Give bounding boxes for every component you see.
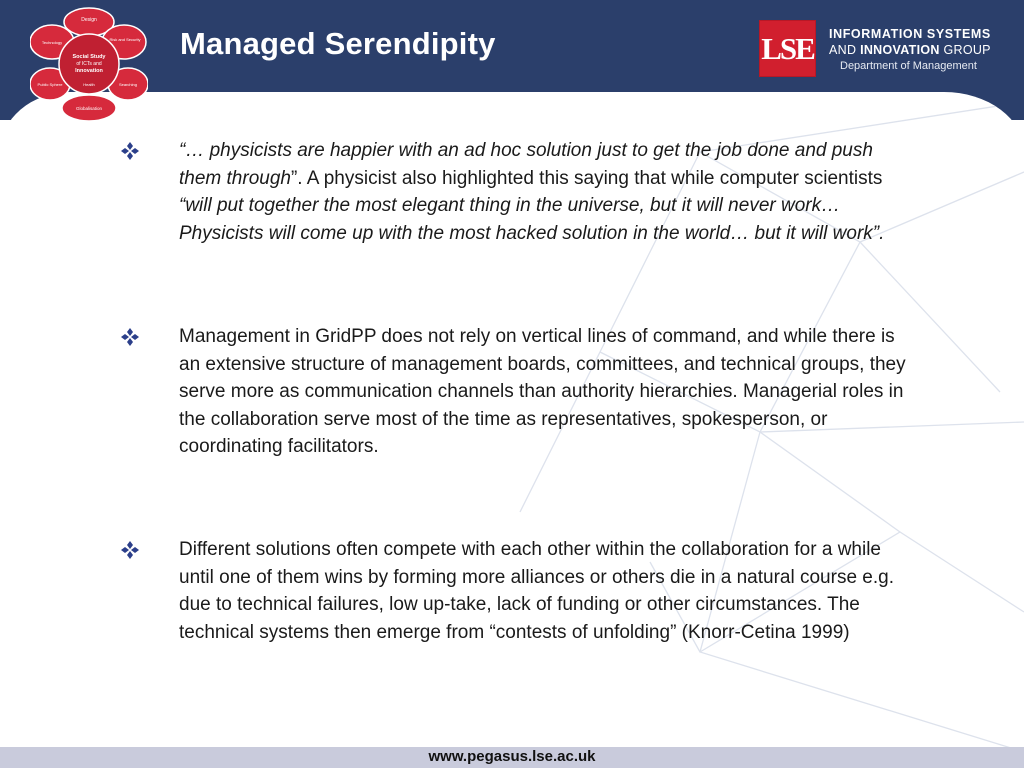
footer-url[interactable]: www.pegasus.lse.ac.uk [428, 748, 596, 765]
wheel-center-sub: Health [83, 82, 95, 87]
diamond-bullet-icon [120, 540, 140, 560]
wheel-center-line3: Innovation [75, 68, 103, 74]
diamond-bullet-icon [120, 141, 140, 161]
wheel-label-top-right: Risk and Security [109, 37, 141, 42]
wheel-center-line2: of ICTs and [76, 61, 102, 67]
wheel-center-line1: Social Study [72, 54, 106, 60]
wheel-label-top: Design [81, 17, 97, 23]
bullet-1-quote-2: “will put together the most elegant thing in the universe, but it will never work… Physicists will come up with the most hacked solution in the world… but it will work”. [179, 195, 885, 244]
group-line-1: INFORMATION SYSTEMS [829, 27, 991, 41]
department-name: Department of Management [840, 60, 977, 72]
bullet-1-text: ”. A physicist also highlighted this saying that while computer scientists [290, 167, 883, 189]
wheel-label-bottom: Globalisation [75, 106, 103, 111]
bullet-text-2: Management in GridPP does not rely on vertical lines of command, and while there is an extensive structure of management boards, committees, and technical groups, they serve more as communication channels than authority hierarchies. Managerial roles in the collaboration serve most of the time as representatives, spokesperson, or coordinating facilitators. [179, 326, 906, 457]
bullet-text-3: Different solutions often compete with each other within the collaboration for a while until one of them wins by forming more alliances or others die in a natural course e.g. due to technical failures, low up-take, lack of funding or other circumstances. The technical systems then emerge from “contests of unfolding” (Knorr-Cetina 1999) [179, 539, 894, 643]
research-themes-wheel [30, 6, 148, 122]
wheel-label-left: Public Sphere [37, 82, 63, 87]
page-title: Managed Serendipity [180, 26, 496, 61]
group-name-block [829, 27, 991, 72]
wheel-label-top-left: Technology [41, 40, 63, 45]
group-line-2-innovation: INNOVATION [860, 43, 940, 57]
bullet-text-1 [179, 137, 914, 247]
diamond-bullet-icon [120, 327, 140, 347]
lse-logo: LSE [759, 20, 816, 77]
wheel-label-right: Searching [118, 82, 138, 87]
group-line-2 [829, 43, 991, 57]
group-line-2-and: AND [829, 43, 861, 57]
bullet-1-quote-1: “… physicists are happier with an ad hoc solution just to get the job done and push them through [179, 140, 873, 189]
group-line-2-group: GROUP [939, 43, 991, 57]
